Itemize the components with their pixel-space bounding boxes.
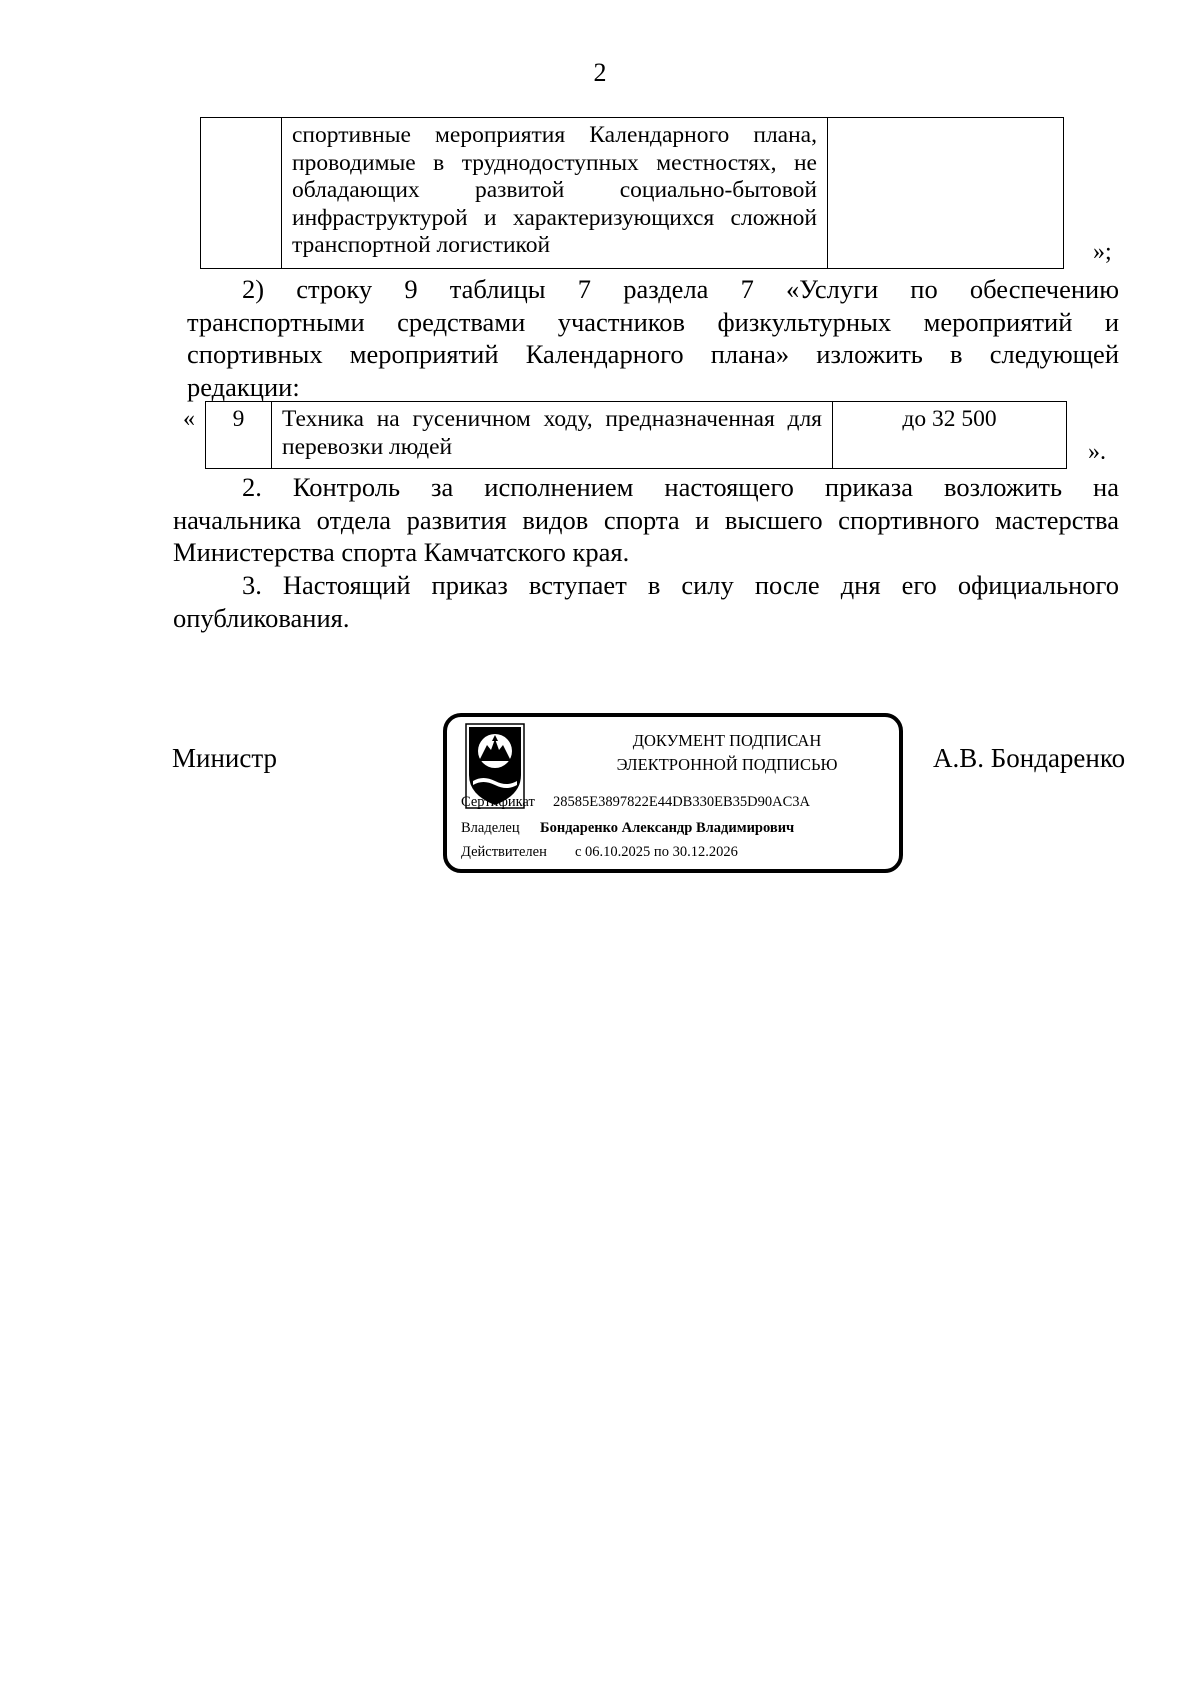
stamp-title-line: ДОКУМЕНТ ПОДПИСАН [632, 731, 822, 750]
text-line: Министерства спорта Камчатского края. [173, 537, 630, 567]
paragraph-effective [173, 569, 1119, 634]
text-line: 2) строку 9 таблицы 7 раздела 7 «Услуги по обеспечению [242, 274, 1119, 304]
stamp-title [557, 729, 897, 777]
text-line: опубликования. [173, 602, 350, 633]
paragraph-control [173, 471, 1119, 569]
table-cell-number [201, 118, 282, 269]
table-row [201, 118, 1064, 269]
text-line: проводимые в труднодоступных местностях, не [292, 149, 817, 176]
table-1 [200, 117, 1064, 269]
text-line: инфраструктурой и характеризующихся сложной [292, 204, 817, 231]
table-cell-value [828, 118, 1064, 269]
table-2 [205, 401, 1067, 469]
text-line: Техника на гусеничном ходу, предназначенная для [282, 406, 822, 432]
opening-quote: « [183, 406, 195, 432]
owner-label: Владелец [461, 820, 520, 836]
text-line: транспортной логистикой [292, 232, 551, 258]
electronic-signature-stamp [443, 713, 903, 873]
stamp-certificate-row [461, 794, 810, 811]
stamp-owner-row [461, 820, 794, 837]
closing-quote: ». [1088, 439, 1106, 465]
text-line: 3. Настоящий приказ вступает в силу после дня его официального [242, 570, 1119, 600]
valid-value: с 06.10.2025 по 30.12.2026 [575, 844, 738, 860]
signatory-name: А.В. Бондаренко [933, 743, 1126, 773]
signatory-position: Министр [172, 743, 277, 773]
certificate-value: 28585E3897822E44DB330EB35D90AC3A [553, 794, 810, 810]
page-number: 2 [593, 58, 607, 87]
text-line: спортивных мероприятий Календарного плана» изложить в следующей [187, 339, 1119, 369]
text-line: обладающих развитой социально-бытовой [292, 177, 817, 203]
owner-value: Бондаренко Александр Владимирович [540, 820, 795, 836]
text-line: транспортными средствами участников физкультурных мероприятий и [187, 306, 1119, 337]
closing-quote: »; [1093, 239, 1112, 265]
table-cell-value: до 32 500 [833, 402, 1067, 469]
text-line: спортивные мероприятия Календарного плана, [292, 122, 817, 148]
text-line: 2. Контроль за исполнением настоящего приказа возложить на [242, 472, 1119, 502]
table-cell-description [282, 118, 828, 269]
text-line: перевозки людей [282, 433, 453, 460]
table-row [206, 402, 1067, 469]
text-line: редакции: [187, 371, 300, 402]
paragraph-amendment [187, 273, 1119, 403]
valid-label: Действителен [461, 844, 547, 860]
stamp-title-line: ЭЛЕКТРОННОЙ ПОДПИСЬЮ [616, 755, 838, 774]
stamp-validity-row [461, 844, 738, 861]
text-line: начальника отдела развития видов спорта и высшего спортивного мастерства [173, 504, 1119, 535]
certificate-label: Сертификат [461, 794, 535, 810]
table-cell-description [272, 402, 833, 469]
table-cell-number: 9 [206, 402, 272, 469]
